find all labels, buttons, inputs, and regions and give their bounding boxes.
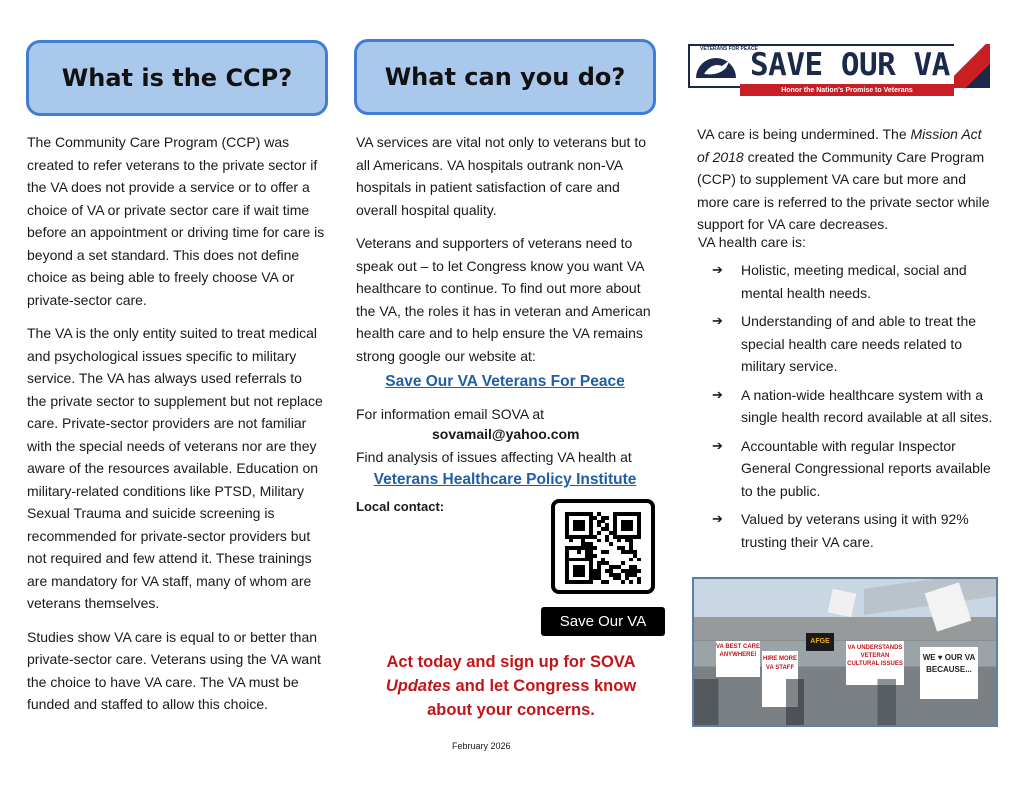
left-panel: [0, 0, 340, 791]
list-item-text: Accountable with regular Inspector General Congressional reports available to the public.: [741, 437, 991, 499]
sign-text: VA BEST CARE ANYWHERE!: [716, 644, 761, 658]
qr-module: [605, 580, 609, 584]
intro-text-1: VA care is being undermined. The: [697, 126, 911, 142]
action-paragraph-2: Veterans and supporters of veterans need to speak out – to let Congress know you want VA healthcare to continue. To find out more about the VA, the roles it has in veteran and American health care and to help ensure the VA remains strong google our website at:: [356, 235, 651, 364]
qr-module: [581, 573, 585, 577]
list-item-text: Holistic, meeting medical, social and mental health needs.: [741, 262, 967, 301]
qr-module: [629, 527, 633, 531]
qr-module: [637, 580, 641, 584]
intro-text-2: created the Community Care Program (CCP) to supplement VA care but more and more care is referred to the private sector while support for VA care decreases.: [697, 148, 990, 232]
list-item: [698, 435, 996, 503]
protest-sign: [716, 641, 760, 677]
qr-module: [581, 527, 585, 531]
cta-updates: Updates: [385, 677, 451, 695]
sign-text: WE ♥ OUR VA BECAUSE...: [922, 653, 976, 674]
call-to-action: [356, 650, 666, 722]
peace-dove-icon: [692, 48, 740, 84]
qr-module: [597, 531, 601, 535]
arrow-right-icon: ➔: [712, 386, 723, 402]
qr-label: Save Our VA: [559, 613, 647, 630]
qr-module: [637, 558, 641, 562]
protest-sign: [806, 633, 834, 651]
arrow-right-icon: ➔: [712, 511, 723, 526]
analysis-intro: Find analysis of issues affecting VA health at: [356, 449, 632, 465]
qr-module: [629, 580, 633, 584]
logo-title: SAVE OUR VA: [750, 47, 950, 83]
website-link[interactable]: Save Our VA Veterans For Peace: [385, 373, 625, 390]
local-contact-label: Local contact:: [356, 499, 445, 514]
qr-module: [621, 580, 625, 584]
qr-label-bar: [541, 607, 665, 636]
intro-emphasis: Mission Act of 2018: [697, 126, 982, 165]
qr-module: [605, 516, 609, 520]
list-item: [698, 310, 996, 378]
ccp-paragraph-2: The VA is the only entity suited to treat medical and psychological issues specific to military service. The VA has always used referrals to the private sector to supplement but not replace care. Private-sector providers are not familiar with the special needs of veterans nor are they aware of the resources available. Education on military-related conditions like PTSD, Military Sexual Trauma and suicide screening is recommended for private-sector providers but not required and few attend it. These trainings are mandatory for VA staff, many of whom are veterans themselves.: [27, 325, 323, 611]
list-item: [698, 508, 996, 553]
ccp-paragraph-1: The Community Care Program (CCP) was created to refer veterans to the private sector if the VA does not provide a service or to offer a choice of VA or private sector care if wait time before an appointment or driving time for care is beyond a set standard. This does not define choice as being able to freely choose VA or private-sector care.: [27, 134, 325, 308]
rally-photo: [692, 577, 998, 727]
qr-module: [589, 580, 593, 584]
save-our-va-logo: [688, 44, 990, 97]
qr-pattern: [565, 512, 641, 584]
list-item-text: Valued by veterans using it with 92% trusting their VA care.: [741, 511, 969, 550]
qr-module: [609, 542, 613, 546]
logo-tagline-bar: [740, 84, 954, 96]
date-footer: February 2026: [452, 741, 511, 751]
logo-tagline: Honor the Nation's Promise to Veterans: [781, 86, 913, 94]
ccp-heading-box: [26, 40, 328, 116]
logo-arc-text: VETERANS FOR PEACE: [700, 46, 758, 52]
cta-line-1: Act today and sign up for SOVA: [386, 653, 636, 671]
ccp-text: [27, 131, 325, 716]
list-item: [698, 259, 996, 304]
health-list: [698, 259, 996, 559]
health-intro: VA health care is:: [698, 234, 806, 250]
action-paragraph-1: VA services are vital not only to veterans but to all Americans. VA hospitals outrank non-VA hospitals in patient satisfaction of care and overall hospital quality.: [356, 134, 647, 218]
qr-module: [597, 539, 601, 543]
action-heading: What can you do?: [384, 63, 626, 91]
qr-module: [617, 539, 621, 543]
qr-module: [593, 554, 597, 558]
flag: [828, 589, 856, 617]
sign-text: AFGE: [810, 638, 830, 645]
institute-link[interactable]: Veterans Healthcare Policy Institute: [373, 471, 637, 488]
arrow-right-icon: ➔: [712, 313, 723, 328]
qr-module: [637, 535, 641, 539]
ccp-heading: What is the CCP?: [61, 64, 293, 92]
qr-module: [637, 569, 641, 573]
cta-line-3: about your concerns.: [427, 701, 595, 719]
qr-module: [569, 539, 573, 543]
qr-code[interactable]: [551, 499, 655, 594]
email-intro: For information email SOVA at: [356, 406, 545, 422]
arrow-right-icon: ➔: [712, 262, 723, 277]
action-heading-box: [354, 39, 656, 115]
middle-panel: [340, 0, 680, 791]
list-item-text: A nation-wide healthcare system with a single health record available at all sites.: [741, 386, 993, 425]
list-item: [698, 384, 996, 429]
qr-module: [629, 558, 633, 562]
email-address[interactable]: sovamail@yahoo.com: [432, 426, 580, 442]
qr-module: [577, 550, 581, 554]
ccp-paragraph-3: Studies show VA care is equal to or better than private-sector care. Veterans using the VA want the choice to have VA care. The VA must be funded and staffed to allow this choice.: [27, 628, 321, 712]
list-item-text: Understanding of and able to treat the special health care needs related to military service.: [741, 313, 977, 374]
right-panel: [680, 0, 1024, 791]
people: [694, 679, 998, 727]
intro-paragraph: [697, 123, 997, 236]
qr-module: [621, 561, 625, 565]
sign-text: HIRE MORE VA STAFF: [762, 656, 797, 671]
arrow-right-icon: ➔: [712, 437, 723, 453]
cta-line-2: and let Congress know: [450, 677, 637, 695]
qr-module: [593, 546, 597, 550]
sign-text: VA UNDERSTANDS VETERAN CULTURAL ISSUES: [847, 645, 903, 667]
logo-stripe-red: [954, 44, 990, 88]
qr-module: [605, 550, 609, 554]
